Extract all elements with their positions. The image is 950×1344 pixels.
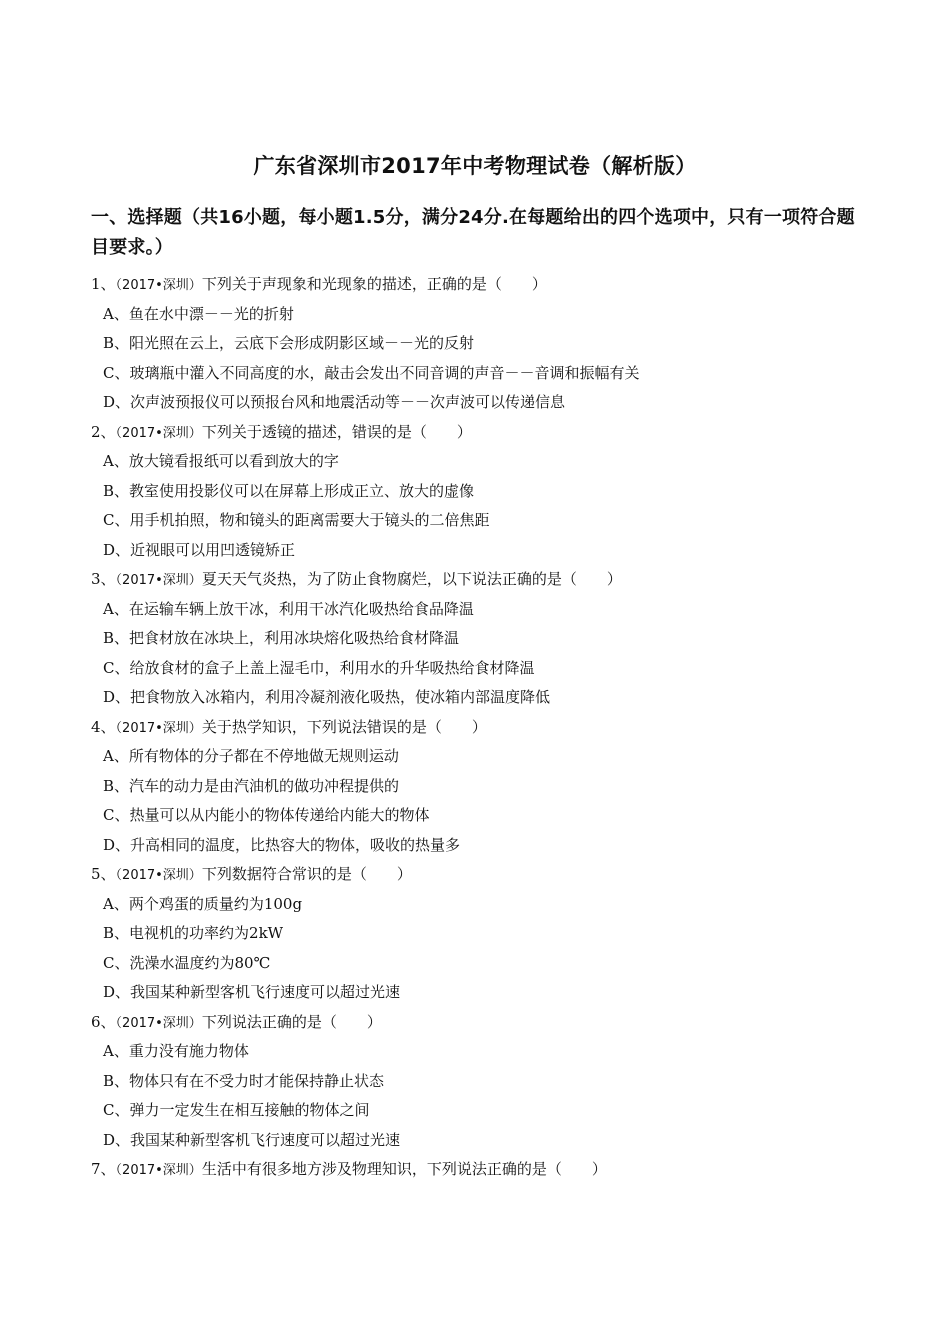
question-stem [91, 860, 871, 890]
question-text: 下列关于声现象和光现象的描述，正确的是（ [201, 275, 502, 293]
answer-option: C、给放食材的盒子上盖上湿毛巾，利用水的升华吸热给食材降温 [103, 658, 535, 677]
question-source: （2017•深圳） [115, 868, 202, 883]
question-number: 4、 [91, 717, 116, 736]
question-number: 2、 [91, 422, 116, 441]
answer-option: B、阳光照在云上，云底下会形成阴影区域－－光的反射 [103, 334, 475, 352]
answer-option: A、在运输车辆上放干冰，利用干冰汽化吸热给食品降温 [103, 599, 474, 618]
question-number: 3、 [91, 570, 116, 588]
question-list [91, 270, 871, 1185]
document-title: 广东省深圳市2017年中考物理试卷（解析版） [253, 154, 697, 178]
question-text: 生活中有很多地方涉及物理知识，下列说法正确的是（ [201, 1160, 562, 1178]
question-stem [91, 1008, 871, 1038]
question-block [91, 713, 871, 861]
question-close-paren: ） [606, 570, 622, 588]
answer-option: D、把食物放入冰箱内，利用冷凝剂液化吸热，使冰箱内部温度降低 [103, 688, 551, 706]
question-source: （2017•深圳） [115, 573, 202, 588]
answer-option: B、教室使用投影仪可以在屏幕上形成正立、放大的虚像 [103, 481, 475, 500]
answer-option: D、次声波预报仪可以预报台风和地震活动等－－次声波可以传递信息 [103, 393, 566, 411]
answer-option: C、热量可以从内能小的物体传递给内能大的物体 [103, 806, 430, 824]
question-block [91, 860, 871, 1008]
answer-option: C、洗澡水温度约为80℃ [103, 953, 271, 972]
answer-option: A、放大镜看报纸可以看到放大的字 [103, 452, 339, 470]
section-heading: 一、选择题（共16小题，每小题1.5分，满分24分.在每题给出的四个选项中，只有一项符合题目要求。） [91, 207, 855, 258]
question-text: 夏天天气炎热，为了防止食物腐烂，以下说法正确的是（ [201, 570, 577, 588]
answer-option: B、把食材放在冰块上，利用冰块熔化吸热给食材降温 [103, 629, 460, 647]
answer-option: A、鱼在水中漂－－光的折射 [103, 304, 294, 323]
answer-option: A、所有物体的分子都在不停地做无规则运动 [103, 747, 399, 765]
question-close-paren: ） [591, 1160, 607, 1178]
answer-option: C、用手机拍照，物和镜头的距离需要大于镜头的二倍焦距 [103, 511, 490, 529]
question-text: 下列关于透镜的描述，错误的是（ [201, 422, 427, 441]
question-source: （2017•深圳） [115, 720, 202, 736]
question-stem [91, 1155, 871, 1185]
answer-option: D、近视眼可以用凹透镜矫正 [103, 540, 296, 559]
question-source: （2017•深圳） [115, 425, 202, 441]
question-block [91, 418, 871, 566]
question-number: 6、 [91, 1012, 116, 1031]
question-stem [91, 713, 871, 743]
question-close-paren: ） [396, 865, 412, 883]
question-number: 1、 [91, 275, 116, 293]
answer-option: A、重力没有施力物体 [103, 1042, 249, 1060]
question-number: 5、 [91, 865, 116, 883]
question-close-paren: ） [456, 422, 472, 441]
answer-option: A、两个鸡蛋的质量约为100g [103, 894, 303, 913]
question-close-paren: ） [471, 717, 487, 736]
question-block [91, 270, 871, 418]
answer-option: D、我国某种新型客机飞行速度可以超过光速 [103, 983, 401, 1001]
question-stem [91, 565, 871, 595]
question-block [91, 1008, 871, 1156]
question-source: （2017•深圳） [115, 278, 202, 293]
answer-option: C、玻璃瓶中灌入不同高度的水，敲击会发出不同音调的声音－－音调和振幅有关 [103, 363, 640, 382]
question-close-paren: ） [366, 1012, 382, 1031]
answer-option: B、电视机的功率约为2kW [103, 924, 284, 942]
answer-option: C、弹力一定发生在相互接触的物体之间 [103, 1101, 370, 1119]
question-text: 下列数据符合常识的是（ [201, 865, 367, 883]
question-stem [91, 418, 871, 448]
question-block [91, 1155, 871, 1185]
question-stem [91, 270, 871, 300]
question-source: （2017•深圳） [115, 1015, 202, 1031]
answer-option: D、我国某种新型客机飞行速度可以超过光速 [103, 1130, 401, 1149]
question-close-paren: ） [531, 275, 547, 293]
answer-option: B、汽车的动力是由汽油机的做功冲程提供的 [103, 776, 400, 795]
question-number: 7、 [91, 1160, 116, 1178]
answer-option: D、升高相同的温度，比热容大的物体，吸收的热量多 [103, 835, 461, 854]
answer-option: B、物体只有在不受力时才能保持静止状态 [103, 1071, 385, 1090]
question-block [91, 565, 871, 713]
question-text: 关于热学知识，下列说法错误的是（ [201, 717, 442, 736]
question-text: 下列说法正确的是（ [201, 1012, 337, 1031]
question-source: （2017•深圳） [115, 1163, 202, 1178]
